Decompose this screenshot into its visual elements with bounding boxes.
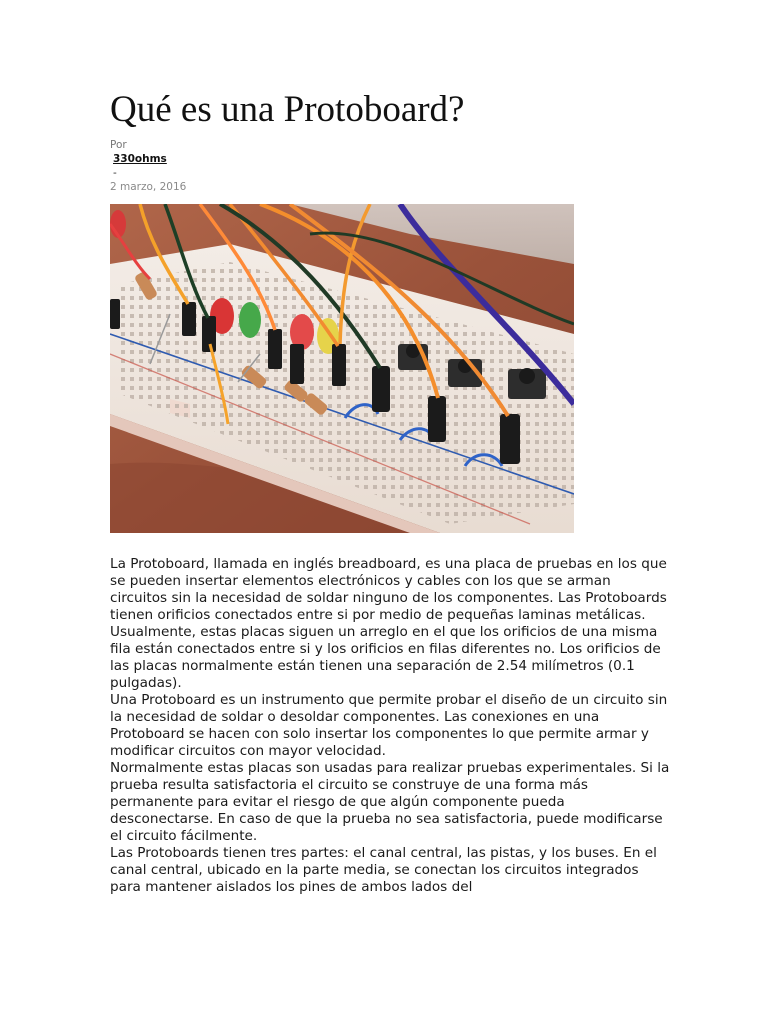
article-body [110,556,670,896]
paragraph: Una Protoboard es un instrumento que permite probar el diseño de un circuito sin la necesidad de soldar o desoldar componentes. Las conexiones en una Protoboard se hacen con solo insertar los componentes lo que permite armar y modificar circuitos con mayor velocidad. [110,692,668,759]
paragraph: Las Protoboards tienen tres partes: el canal central, las pistas, y los buses. En el canal central, ubicado en la parte media, se conectan los circuitos integrados para mantener aislados los pines de ambos lados del [110,845,657,895]
breadboard-photo [110,204,574,533]
meta-separator: - [113,167,117,179]
paragraph: La Protoboard, llamada en inglés breadboard, es una placa de pruebas en los que se pueden insertar elementos electrónicos y cables con los que se arman circuitos sin la necesidad de soldar ninguno de los componentes. Las Protoboards tienen orificios conectados entre si por medio de pequeñas laminas metálicas. Usualmente, estas placas siguen un arreglo en el que los orificios de una misma fila están conectados entre si y los orificios en filas diferentes no. Los orificios de las placas normalmente están tienen una separación de 2.54 milímetros (0.1 pulgadas). [110,556,667,691]
paragraph: Normalmente estas placas son usadas para realizar pruebas experimentales. Si la prueba resulta satisfactoria el circuito se construye de una forma más permanente para evitar el riesgo de que algún componente pueda desconectarse. En caso de que la prueba no sea satisfactoria, puede modificarse el circuito fácilmente. [110,760,670,844]
author-link[interactable]: 330ohms [113,153,167,165]
byline-label: Por [110,139,127,151]
publish-date: 2 marzo, 2016 [110,181,187,193]
article-title: Qué es una Protoboard? [110,89,465,130]
